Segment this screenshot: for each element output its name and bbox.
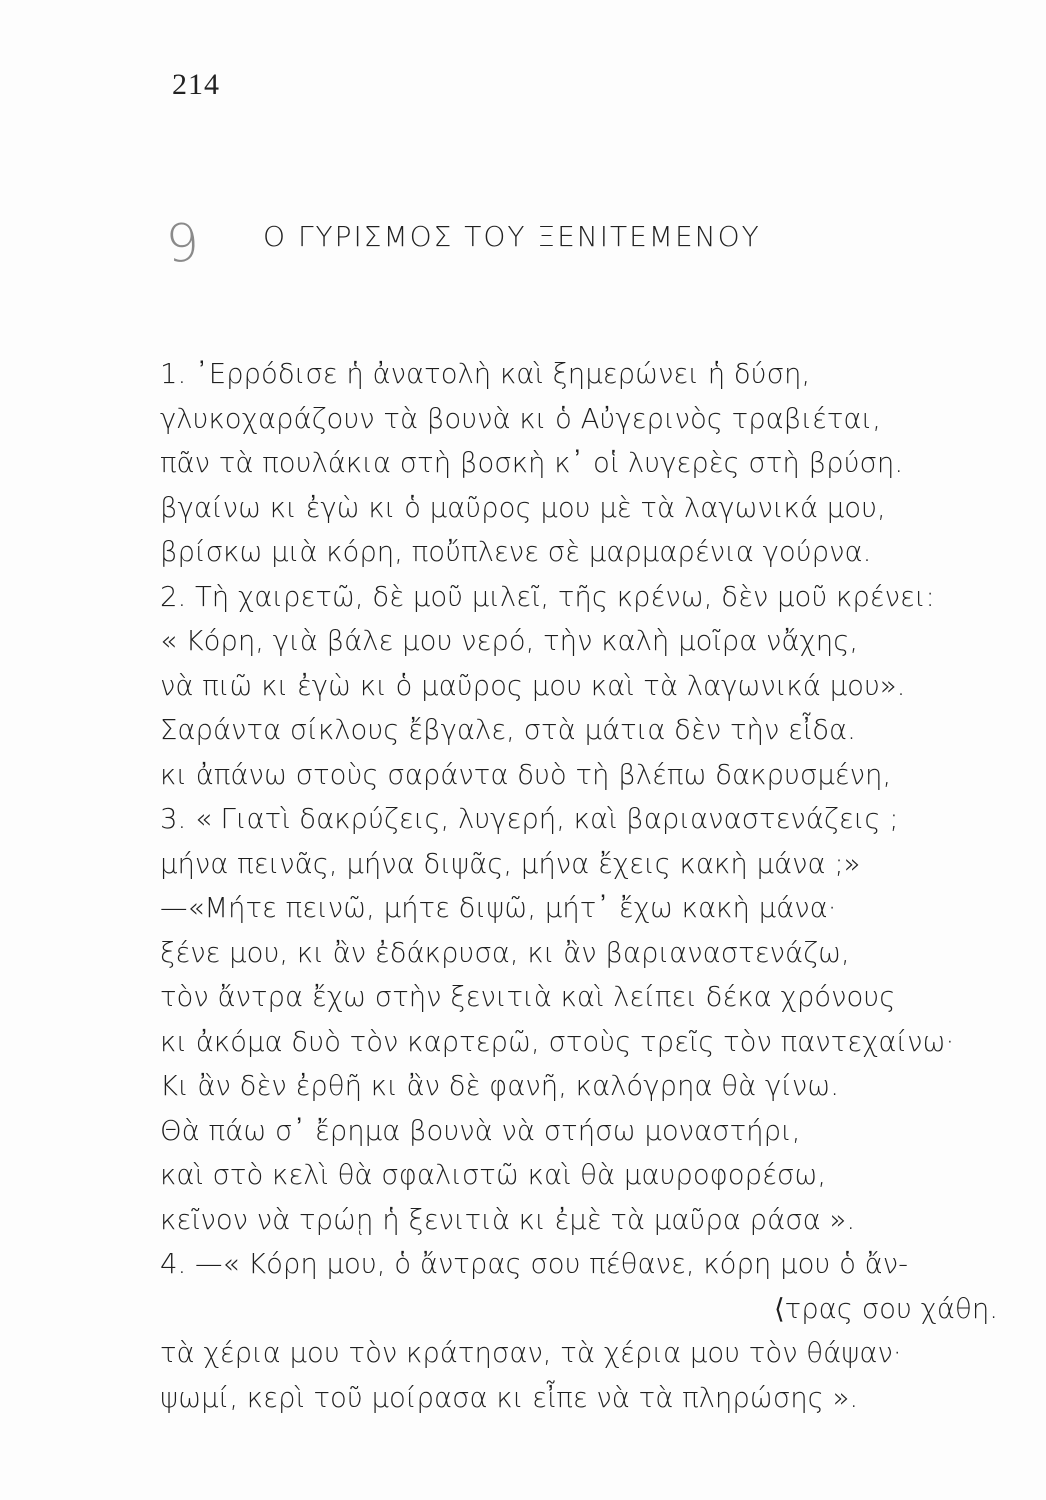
poem-line: ξένε μου, κι ἂν ἐδάκρυσα, κι ἂν βαριαναστενάζω,: [160, 936, 850, 969]
poem-line: κι ἀπάνω στοὺς σαράντα δυὸ τὴ βλέπω δακρυσμένη,: [160, 758, 892, 791]
page-number: 214: [172, 68, 220, 101]
poem-body: [160, 352, 1010, 1420]
poem-line: 3. « Γιατὶ δακρύζεις, λυγερή, καὶ βαριαναστενάζεις ;: [160, 803, 899, 835]
poem-line: 4. —« Κόρη μου, ὁ ἄντρας σου πέθανε, κόρη μου ὁ ἄν-: [160, 1248, 909, 1280]
poem-line: —«Μήτε πεινῶ, μήτε διψῶ, μήτ᾿ ἔχω κακὴ μάνα·: [160, 892, 837, 924]
handwritten-margin-mark: 9: [163, 212, 202, 276]
poem-line-continuation: ⟨τρας σου χάθη.: [773, 1292, 998, 1325]
poem-line: 2. Τὴ χαιρετῶ, δὲ μοῦ μιλεῖ, τῆς κρένω, δὲν μοῦ κρένει:: [160, 580, 935, 613]
poem-line: πᾶν τὰ πουλάκια στὴ βοσκὴ κ᾿ οἱ λυγερὲς στὴ βρύση.: [160, 447, 904, 479]
poem-line: 1. ᾿Ερρόδισε ἡ ἀνατολὴ καὶ ξημερώνει ἡ δύση,: [160, 358, 811, 390]
poem-line: Σαράντα σίκλους ἔβγαλε, στὰ μάτια δὲν τὴν εἶδα.: [160, 714, 856, 746]
poem-line: καὶ στὸ κελὶ θὰ σφαλιστῶ καὶ θὰ μαυροφορέσω,: [160, 1159, 827, 1191]
poem-line: νὰ πιῶ κι ἐγὼ κι ὁ μαῦρος μου καὶ τὰ λαγωνικά μου».: [160, 669, 906, 702]
poem-line: ψωμί, κερὶ τοῦ μοίρασα κι εἶπε νὰ τὰ πληρώσης ».: [160, 1381, 859, 1414]
poem-line: μήνα πεινᾶς, μήνα διψᾶς, μήνα ἔχεις κακὴ μάνα ;»: [160, 847, 861, 880]
poem-line: Κι ἂν δὲν ἐρθῆ κι ἂν δὲ φανῆ, καλόγρηα θὰ γίνω.: [160, 1070, 840, 1102]
poem-line: Θὰ πάω σ᾿ ἔρημα βουνὰ νὰ στήσω μοναστήρι,: [160, 1114, 801, 1147]
poem-line: γλυκοχαράζουν τὰ βουνὰ κι ὁ Αὐγερινὸς τραβιέται,: [160, 402, 881, 435]
poem-line: τὸν ἄντρα ἔχω στὴν ξενιτιὰ καὶ λείπει δέκα χρόνους: [160, 981, 896, 1013]
poem-line: κι ἀκόμα δυὸ τὸν καρτερῶ, στοὺς τρεῖς τὸν παντεχαίνω·: [160, 1025, 955, 1058]
poem-line: τὰ χέρια μου τὸν κράτησαν, τὰ χέρια μου τὸν θάψαν·: [160, 1337, 902, 1369]
poem-line: « Κόρη, γιὰ βάλε μου νερό, τὴν καλὴ μοῖρα νἄχης,: [160, 625, 859, 657]
poem-line: βρίσκω μιὰ κόρη, ποὔπλενε σὲ μαρμαρένια γούρνα.: [160, 536, 872, 568]
chapter-title: Ο ΓΥΡΙΣΜΟΣ ΤΟΥ ΞΕΝΙΤΕΜΕΝΟΥ: [263, 220, 761, 253]
poem-line: κεῖνον νὰ τρώῃ ἡ ξενιτιὰ κι ἐμὲ τὰ μαῦρα ράσα ».: [160, 1203, 856, 1236]
poem-line: βγαίνω κι ἐγὼ κι ὁ μαῦρος μου μὲ τὰ λαγωνικά μου,: [160, 491, 886, 524]
